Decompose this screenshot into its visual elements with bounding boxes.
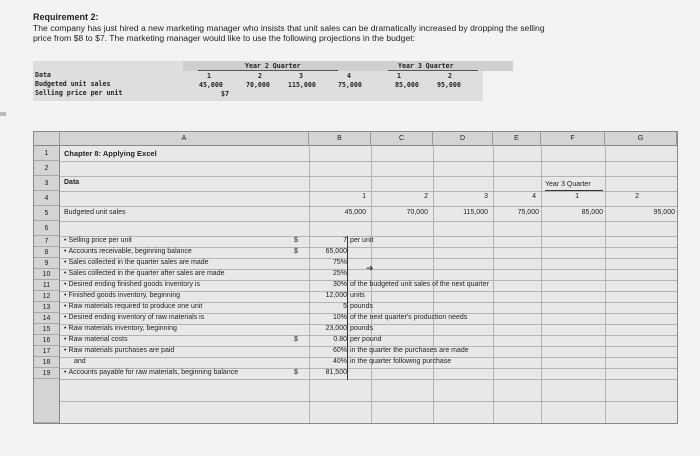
budgeted-units-cell: 70,000 xyxy=(406,209,428,216)
row-header[interactable]: 19 xyxy=(34,368,60,379)
note-pounds: pounds xyxy=(350,303,373,310)
row-header[interactable]: 15 xyxy=(34,324,60,335)
quarter-number: 3 xyxy=(484,193,488,200)
value-desired-raw-inventory: 10% xyxy=(332,314,347,321)
dollar-sign: $ xyxy=(294,237,298,244)
gridline xyxy=(60,401,677,402)
note-finished-goods: of the budgeted unit sales of the next quarter xyxy=(350,281,489,288)
gridline xyxy=(605,146,606,423)
budget-row-price-label: Selling price per unit xyxy=(35,89,123,97)
label-raw-inventory-beginning: • Raw materials inventory, beginning xyxy=(64,325,177,332)
budgeted-units-cell: 95,000 xyxy=(653,209,675,216)
budget-quarter: 4 xyxy=(347,72,351,80)
value-purchases-paid-same: 60% xyxy=(332,347,347,354)
spreadsheet-grid[interactable] xyxy=(33,131,678,424)
note-units: units xyxy=(350,292,365,299)
row-header[interactable]: 11 xyxy=(34,280,60,291)
budget-quarter: 1 xyxy=(397,72,401,80)
budgeted-units-cell: 45,000 xyxy=(344,209,366,216)
note-production-needs: of the next quarter's production needs xyxy=(350,314,468,321)
label-selling-price: • Selling price per unit xyxy=(64,237,132,244)
dollar-sign: $ xyxy=(294,248,298,255)
year3-quarter-underline xyxy=(545,190,603,191)
label-raw-materials-required: • Raw materials required to produce one unit xyxy=(64,303,202,310)
gridline xyxy=(60,206,677,207)
page-edge-marker xyxy=(0,112,6,116)
row-header[interactable]: 5 xyxy=(34,206,60,221)
value-purchases-paid-following: 40% xyxy=(332,358,347,365)
row-header[interactable]: 4 xyxy=(34,191,60,206)
column-header-b[interactable]: B xyxy=(309,132,371,146)
note-purchases-same: in the quarter the purchases are made xyxy=(350,347,469,354)
row-header[interactable]: 12 xyxy=(34,291,60,302)
gridline xyxy=(60,161,677,162)
budgeted-unit-sales-label: Budgeted unit sales xyxy=(64,209,126,216)
data-label: Data xyxy=(64,179,80,186)
row-header-empty xyxy=(34,379,60,423)
budget-price: $7 xyxy=(221,90,229,98)
budget-units: 85,000 xyxy=(395,81,419,89)
column-header-c[interactable]: C xyxy=(371,132,433,146)
label-purchases-paid: • Raw materials purchases are paid xyxy=(64,347,174,354)
quarter-number: 1 xyxy=(362,193,366,200)
gridline xyxy=(60,191,677,192)
row-header[interactable]: 10 xyxy=(34,269,60,280)
budget-units: 70,000 xyxy=(246,81,270,89)
select-all-corner[interactable] xyxy=(34,132,60,146)
dollar-sign: $ xyxy=(294,336,298,343)
label-raw-material-costs: • Raw material costs xyxy=(64,336,128,343)
gridline xyxy=(493,146,494,423)
row-header[interactable]: 13 xyxy=(34,302,60,313)
label-finished-goods-beginning: • Finished goods inventory, beginning xyxy=(64,292,180,299)
row-header[interactable]: 18 xyxy=(34,357,60,368)
column-header-d[interactable]: D xyxy=(433,132,493,146)
value-column-border xyxy=(347,236,348,380)
dollar-sign: $ xyxy=(294,369,298,376)
row-header[interactable]: 17 xyxy=(34,346,60,357)
budgeted-units-cell: 75,000 xyxy=(517,209,539,216)
value-finished-goods-beginning: 12,000 xyxy=(325,292,347,299)
label-accounts-receivable: • Accounts receivable, beginning balance xyxy=(64,248,192,255)
row-header[interactable]: 8 xyxy=(34,247,60,258)
value-desired-finished-goods: 30% xyxy=(332,281,347,288)
label-and: and xyxy=(74,358,86,365)
budgeted-units-cell: 85,000 xyxy=(581,209,603,216)
column-header-f[interactable]: F xyxy=(541,132,605,146)
label-accounts-payable: • Accounts payable for raw materials, beginning balance xyxy=(64,369,238,376)
quarter-number: 2 xyxy=(424,193,428,200)
quarter-number: 2 xyxy=(635,193,639,200)
requirement-line-2: price from $8 to $7. The marketing manager would like to use the following projections in the budget: xyxy=(33,33,416,43)
year3-quarter-label: Year 3 Quarter xyxy=(545,181,591,188)
row-header[interactable]: 14 xyxy=(34,313,60,324)
budget-row-units-label: Budgeted unit sales xyxy=(35,80,111,88)
year2-quarter-header: Year 2 Quarter xyxy=(245,62,301,70)
quarter-number: 4 xyxy=(532,193,536,200)
gridline xyxy=(541,146,542,423)
requirement-line-1: The company has just hired a new marketing manager who insists that unit sales can be dramatically increased by dropping the selling xyxy=(33,22,545,33)
value-collected-same: 75% xyxy=(332,259,347,266)
sheet-title: Chapter 8: Applying Excel xyxy=(64,149,157,158)
value-collected-after: 25% xyxy=(332,270,347,277)
gridline xyxy=(60,221,677,222)
row-header[interactable]: 1 xyxy=(34,146,60,161)
label-desired-finished-goods: • Desired ending finished goods inventory is xyxy=(64,281,200,288)
value-selling-price: 7 xyxy=(343,237,347,244)
year3-header-rule xyxy=(388,70,478,71)
budget-units: 45,000 xyxy=(199,81,223,89)
row-header[interactable]: 16 xyxy=(34,335,60,346)
year3-quarter-header: Year 3 Quarter xyxy=(398,62,454,70)
value-raw-required: 5 xyxy=(343,303,347,310)
budget-quarter: 2 xyxy=(448,72,452,80)
row-header[interactable]: 6 xyxy=(34,221,60,236)
budget-projection-table xyxy=(33,61,483,101)
budget-quarter: 1 xyxy=(207,72,211,80)
row-header[interactable]: 3 xyxy=(34,176,60,191)
requirement-text xyxy=(33,12,673,44)
budget-quarter: 2 xyxy=(258,72,262,80)
column-header-e[interactable]: E xyxy=(493,132,541,146)
label-sales-collected-after: • Sales collected in the quarter after sales are made xyxy=(64,270,224,277)
column-header-a[interactable]: A xyxy=(60,132,309,146)
row-header[interactable]: 2 xyxy=(34,161,60,176)
label-desired-raw-inventory: • Desired ending inventory of raw materials is xyxy=(64,314,204,321)
year2-header-rule xyxy=(198,70,338,71)
label-sales-collected-same: • Sales collected in the quarter sales are made xyxy=(64,259,209,266)
budget-row-data: Data xyxy=(35,71,51,79)
value-raw-material-cost: 0.80 xyxy=(333,336,347,343)
quarter-number: 1 xyxy=(575,193,579,200)
row-header[interactable]: 7 xyxy=(34,236,60,247)
gridline xyxy=(60,379,677,380)
note-pounds: pounds xyxy=(350,325,373,332)
column-header-g[interactable]: G xyxy=(605,132,677,146)
row-header[interactable]: 9 xyxy=(34,258,60,269)
gridline xyxy=(60,176,677,177)
budgeted-units-cell: 115,000 xyxy=(463,209,488,216)
value-accounts-receivable: 65,000 xyxy=(325,248,347,255)
note-purchases-following: in the quarter following purchase xyxy=(350,358,452,365)
note-per-pound: per pound xyxy=(350,336,382,343)
value-raw-inventory-beginning: 23,000 xyxy=(325,325,347,332)
note-per-unit: per unit xyxy=(350,237,374,244)
budget-units: 75,000 xyxy=(338,81,362,89)
value-accounts-payable: 81,500 xyxy=(325,369,347,376)
cursor-arrow-icon: ➜ xyxy=(366,263,374,273)
budget-units: 115,000 xyxy=(288,81,316,89)
requirement-title: Requirement 2: xyxy=(33,12,99,22)
budget-quarter: 3 xyxy=(299,72,303,80)
budget-units: 95,000 xyxy=(437,81,461,89)
